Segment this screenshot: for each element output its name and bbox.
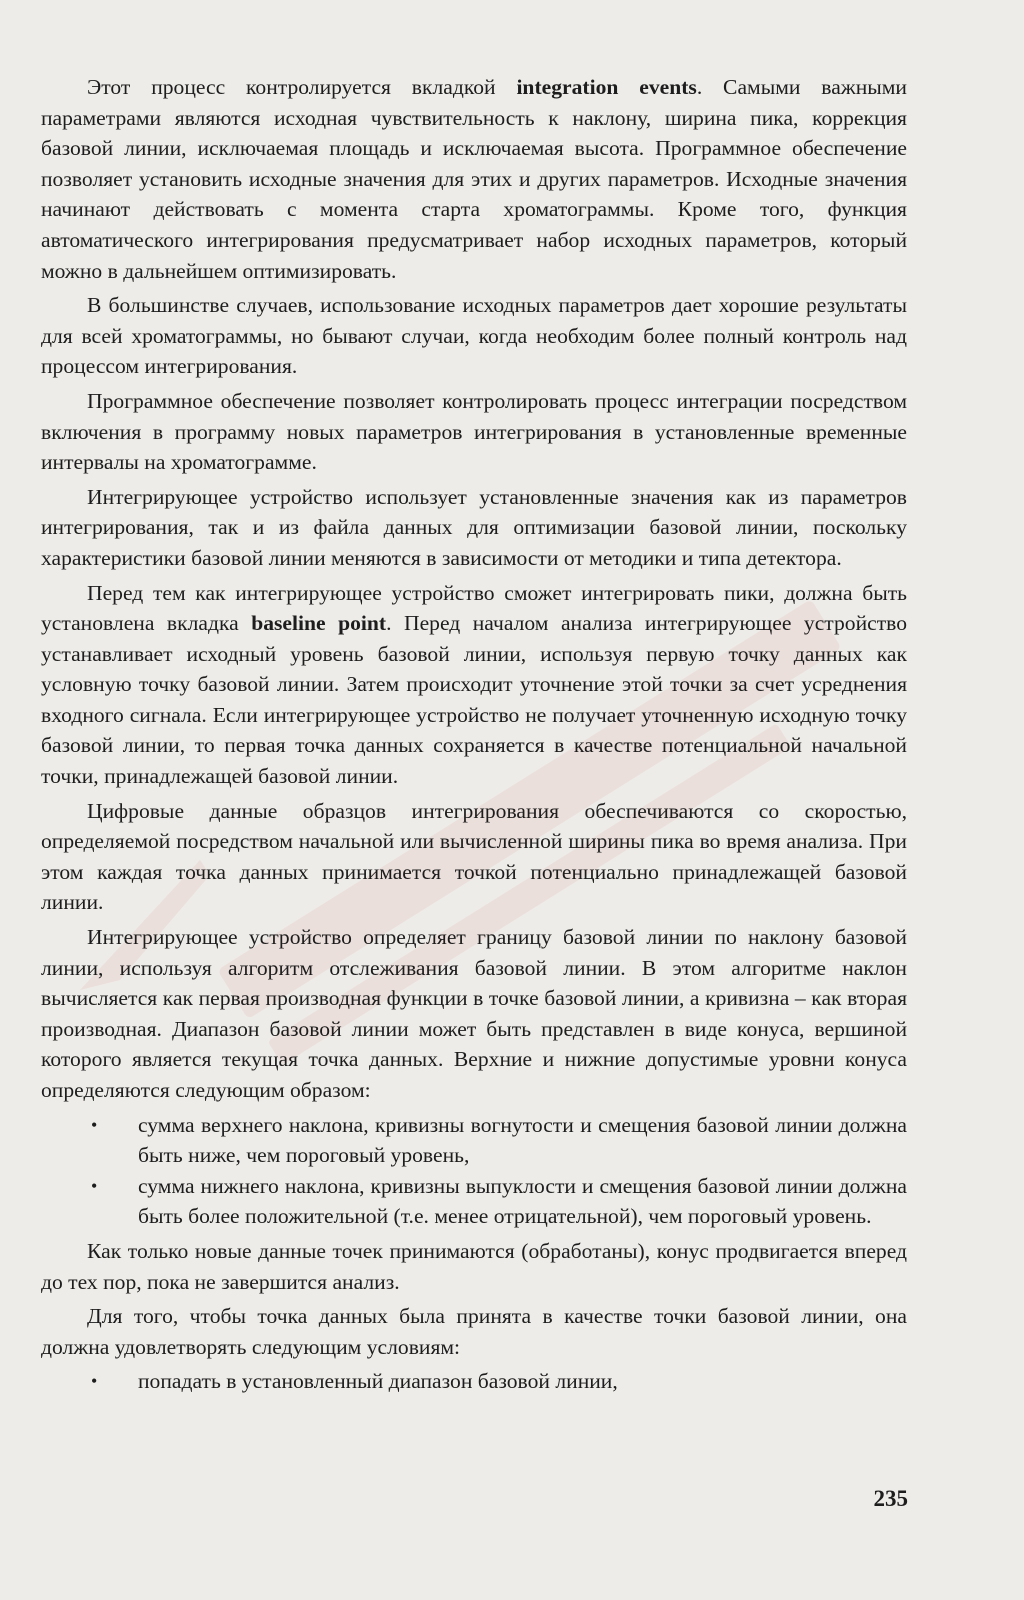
paragraph: В большинстве случаев, использование исходных параметров дает хорошие результаты для всей хроматограммы, но бывают случаи, когда необходим более полный контроль над процессом интегрирования. bbox=[41, 293, 907, 379]
list-item-text: сумма верхнего наклона, кривизны вогнутости и смещения базовой линии должна быть ниже, чем пороговый уровень, bbox=[138, 1112, 907, 1168]
paragraph-text: Перед тем как интегрирующее устройство сможет интегрировать пики, должна быть установлена вкладка bbox=[41, 580, 907, 636]
paragraph: Для того, чтобы точка данных была принята в качестве точки базовой линии, она должна удовлетворять следующим условиям: bbox=[41, 1304, 907, 1359]
paragraph bbox=[41, 578, 907, 792]
paragraph: Интегрирующее устройство использует установленные значения как из параметров интегрирования, так и из файла данных для оптимизации базовой линии, поскольку характеристики базовой линии меняются в зависимости от методики и типа детектора. bbox=[41, 484, 907, 570]
paragraph-text: . Перед началом анализа интегрирующее устройство устанавливает исходный уровень базовой линии, используя первую точку данных как условную точку базовой линии. Затем происходит уточнение этой точки за счет усреднения входного сигнала. Если интегрирующее устройство не получает уточненную исходную точку базовой линии, то первая точка данных сохраняется в качестве потенциальной начальной точки, принадлежащей базовой линии. bbox=[41, 611, 907, 789]
paragraph-text: Этот процесс контролируется вкладкой bbox=[87, 75, 517, 99]
paragraph: Программное обеспечение позволяет контролировать процесс интеграции посредством включения в программу новых параметров интегрирования в установленные временные интервалы на хроматограмме. bbox=[41, 388, 907, 475]
page-number: 235 bbox=[873, 1486, 908, 1511]
paragraph: Как только новые данные точек принимаются (обработаны), конус продвигается вперед до тех пор, пока не завершится анализ. bbox=[41, 1238, 907, 1294]
body-text bbox=[41, 72, 907, 1401]
bullet-list bbox=[41, 1366, 907, 1397]
paragraph bbox=[41, 72, 907, 286]
list-item bbox=[41, 1171, 907, 1232]
bullet-icon: • bbox=[91, 1114, 98, 1135]
term-baseline-point: baseline point bbox=[251, 611, 387, 636]
list-item bbox=[41, 1366, 907, 1397]
bullet-icon: • bbox=[91, 1175, 98, 1196]
list-item-text: сумма нижнего наклона, кривизны выпуклости и смещения базовой линии должна быть более положительной (т.е. менее отрицательной), чем пороговый уровень. bbox=[138, 1173, 907, 1229]
term-integration-events: integration events bbox=[516, 75, 697, 99]
paragraph-text: . Самыми важными параметрами являются исходная чувствительность к наклону, ширина пика, коррекция базовой линии, исключаемая площадь и исключаемая высота. Программное обеспечение позволяет установить исходные значения для этих и других параметров. Исходные значения начинают действовать с момента старта хроматограммы. Кроме того, функция автоматического интегрирования предусматривает набор исходных параметров, который можно в дальнейшем оптимизировать. bbox=[41, 75, 907, 283]
paragraph: Интегрирующее устройство определяет границу базовой линии по наклону базовой линии, используя алгоритм отслеживания базовой линии. В этом алгоритме наклон вычисляется как первая производная функции в точке базовой линии, а кривизна – как вторая производная. Диапазон базовой линии может быть представлен в виде конуса, вершиной которого является текущая точка данных. Верхние и нижние допустимые уровни конуса определяются следующим образом: bbox=[41, 925, 907, 1102]
list-item bbox=[41, 1110, 907, 1171]
paragraph: Цифровые данные образцов интегрирования обеспечиваются со скоростью, определяемой посредством начальной или вычисленной ширины пика во время анализа. При этом каждая точка данных принимается точкой потенциально принадлежащей базовой линии. bbox=[41, 798, 907, 915]
bullet-icon: • bbox=[91, 1371, 98, 1392]
list-item-text: попадать в установленный диапазон базовой линии, bbox=[138, 1369, 618, 1394]
bullet-list bbox=[41, 1110, 907, 1232]
